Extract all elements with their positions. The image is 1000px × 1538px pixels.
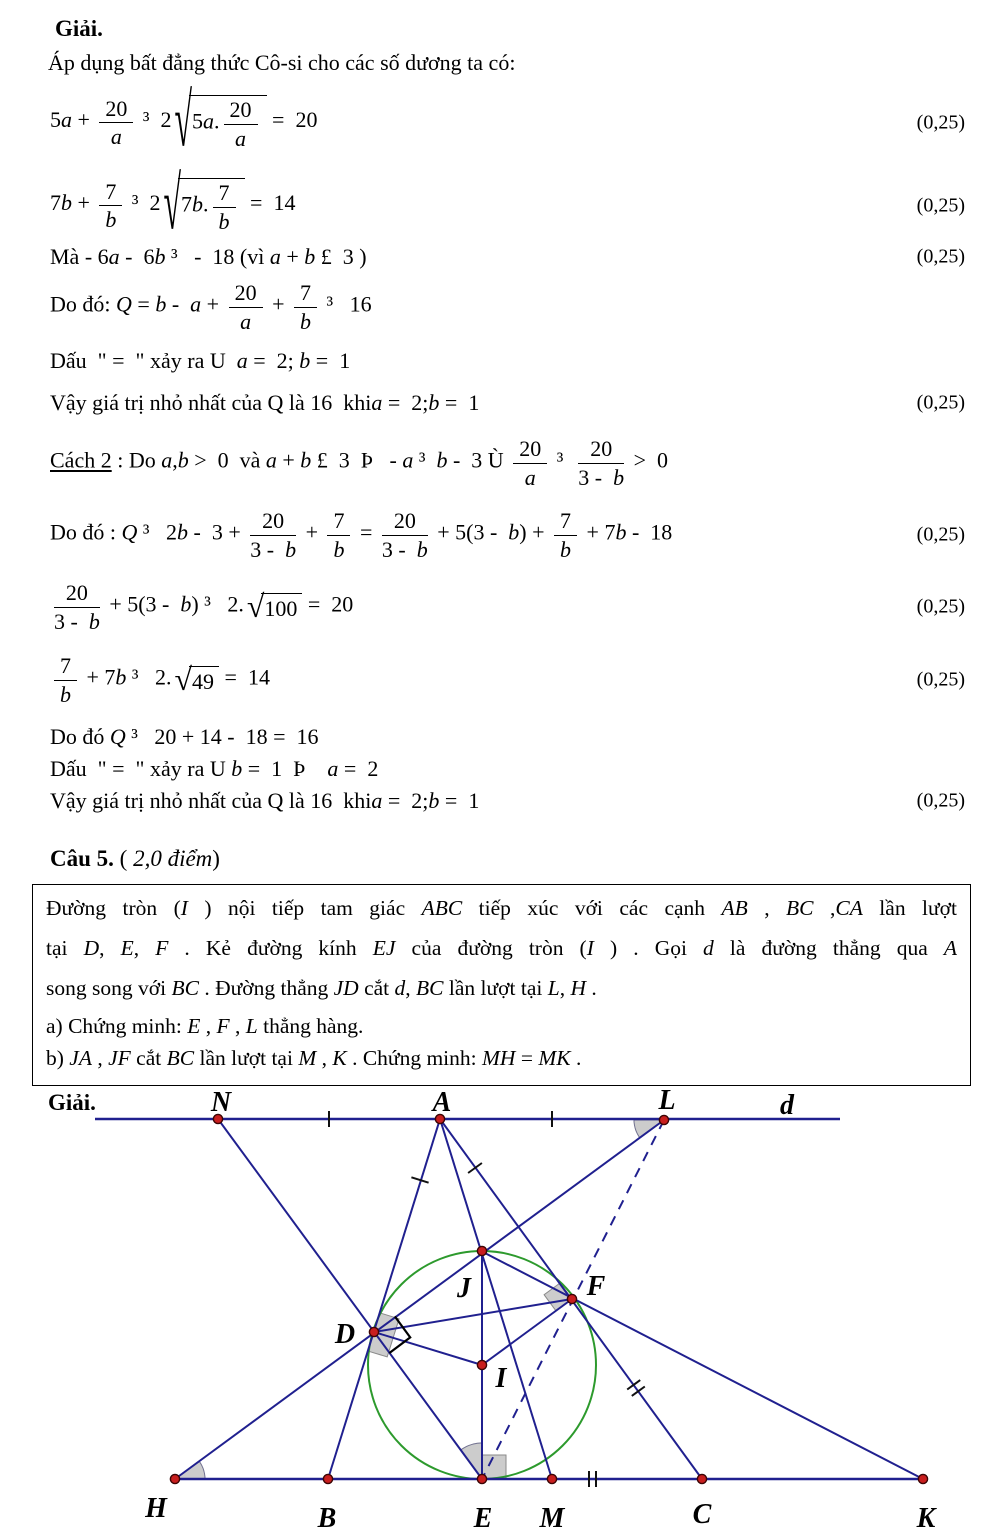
fraction: $\frac{7}{b}$ <box>294 281 317 332</box>
math-run: b <box>180 592 192 618</box>
text-run: ³ 2. <box>126 665 172 691</box>
text-run: , <box>747 896 787 920</box>
text-run: , <box>99 936 121 960</box>
text-run: Đường tròn ( <box>46 896 181 920</box>
score-mark: (0,25) <box>916 595 965 618</box>
math-run: b <box>154 244 166 270</box>
point-dot <box>323 1474 332 1483</box>
text-run: = 1 Þ <box>242 756 328 782</box>
segment <box>481 1251 923 1479</box>
point-dot <box>477 1474 486 1483</box>
point-label-d: d <box>780 1090 794 1121</box>
score-mark: (0,25) <box>916 111 965 133</box>
tick-mark <box>632 1387 645 1396</box>
text-run: ( <box>119 846 128 871</box>
math-run: 7b + <box>50 190 96 216</box>
text-run: ³ - 18 (vì <box>165 244 270 270</box>
point-label-A: A <box>432 1087 452 1118</box>
math-run: Q <box>121 520 138 546</box>
text-run: ³ 2 <box>137 107 172 133</box>
text-run: ³ 2 <box>137 520 177 546</box>
math-run: Q = b - a + <box>116 292 225 318</box>
text-run: , <box>405 976 417 1000</box>
text-run: Dấu " = " xảy ra U <box>50 756 232 782</box>
text-run: ) ³ 2. <box>191 592 244 618</box>
fraction: $\frac{20}{a}$ <box>99 97 133 148</box>
point-label-N: N <box>210 1087 232 1118</box>
math-run: b <box>428 390 440 416</box>
score-mark: (0,25) <box>916 194 965 216</box>
math-run: I <box>180 896 188 920</box>
math-run: a + b <box>269 244 316 270</box>
fraction: $\frac{7}{b}$ <box>327 509 350 560</box>
math-row <box>0 80 1000 165</box>
segment <box>218 1119 482 1479</box>
math-row-content <box>0 654 270 705</box>
text-run: > 0 và <box>188 448 266 474</box>
math-row-content <box>0 162 296 245</box>
text-run: cắt <box>358 976 395 1000</box>
math-run: E <box>187 1014 201 1038</box>
text-run: = <box>354 520 378 546</box>
math-run: 5a. <box>192 109 220 135</box>
math-run: d <box>394 976 406 1000</box>
math-row <box>0 430 1000 496</box>
point-label-K: K <box>916 1503 936 1534</box>
math-row-content <box>0 244 367 269</box>
text-run: ³ <box>413 448 437 474</box>
text-run: ) + <box>519 520 551 546</box>
math-row-content <box>0 437 668 488</box>
score-mark: (0,25) <box>916 245 965 268</box>
math-row-content <box>0 756 378 781</box>
fraction: $\frac{20}{3 - b}$ <box>250 508 297 562</box>
math-row-content <box>0 79 318 162</box>
text-run: , <box>91 1046 109 1070</box>
score-mark: (0,25) <box>916 523 965 546</box>
text-run: = 14 <box>244 190 296 216</box>
tick-mark <box>468 1163 482 1173</box>
math-row-content <box>0 348 350 373</box>
text-run: . Chứng minh: <box>346 1046 483 1070</box>
text-run: 100 <box>264 595 298 621</box>
text-run: = 2; <box>247 348 300 374</box>
point-label-F: F <box>586 1271 606 1302</box>
math-run: 7b. <box>181 192 209 218</box>
math-row <box>0 754 1000 784</box>
text-run: lần lượt <box>862 896 957 920</box>
math-run: + <box>266 292 290 318</box>
fraction: $\frac{7}{b}$ <box>213 181 236 232</box>
math-run: a + b <box>265 448 312 474</box>
math-run: K <box>332 1046 347 1070</box>
math-row-content <box>0 509 672 560</box>
text-run: ) . Gọi <box>593 936 704 960</box>
solution1-intro: Áp dụng bất đẳng thức Cô-si cho các số dương ta có: <box>48 50 516 75</box>
radical: √ 100 <box>247 591 303 623</box>
text-run: £ 3 ) <box>315 244 367 270</box>
math-run: b <box>436 448 448 474</box>
fraction: $\frac{20}{3 - b}$ <box>381 508 428 562</box>
text-run: £ 3 Þ - <box>311 448 403 474</box>
text-run: Vậy giá trị nhỏ nhất của Q là 16 khi <box>50 788 372 814</box>
problem-box-line <box>33 1045 970 1071</box>
math-run: EJ <box>372 936 396 960</box>
math-run: b <box>299 348 311 374</box>
text-run: + 5(3 - <box>431 520 509 546</box>
text-run: - 3 + <box>188 520 247 546</box>
text-run: ³ 2 <box>126 190 161 216</box>
math-row <box>0 722 1000 752</box>
math-row <box>0 276 1000 338</box>
math-run: b <box>177 520 188 546</box>
math-run: MH <box>482 1046 516 1070</box>
point-dot <box>369 1327 378 1336</box>
text-run: = 2; <box>382 788 429 814</box>
text-run: Dấu " = " xảy ra U <box>50 348 237 374</box>
point-label-H: H <box>145 1493 167 1524</box>
text-run: , <box>200 1014 217 1038</box>
text-run: 49 <box>192 668 215 694</box>
math-run: D <box>83 936 100 960</box>
math-row <box>0 163 1000 248</box>
text-run: Do đó <box>50 724 110 750</box>
text-run: b) <box>46 1046 70 1070</box>
text-run: > 0 <box>628 448 669 474</box>
text-run: . Kẻ đường kính <box>168 936 373 960</box>
text-run: Mà - 6 <box>50 244 109 270</box>
point-label-C: C <box>692 1499 712 1530</box>
problem-box-line <box>33 895 970 921</box>
text-run: = 14 <box>219 665 270 691</box>
fraction: $\frac{20}{3 - b}$ <box>54 580 100 634</box>
text-run: cắt <box>130 1046 167 1070</box>
text-run: . <box>586 976 597 1000</box>
text-run: : Do <box>111 448 162 474</box>
math-row <box>0 346 1000 376</box>
text-run: thẳng hàng. <box>257 1014 364 1038</box>
math-row <box>0 503 1000 567</box>
math-run: 5a + <box>50 107 96 133</box>
text-run: + <box>300 520 324 546</box>
math-run: b <box>231 756 243 782</box>
math-run: AB <box>721 896 748 920</box>
text-run: + 7 <box>581 520 616 546</box>
fraction: $\frac{7}{b}$ <box>99 180 122 231</box>
math-row <box>0 575 1000 639</box>
fraction: $\frac{7}{b}$ <box>54 654 77 705</box>
math-row-content <box>0 581 353 632</box>
solution2-title: Giải. <box>48 1090 96 1115</box>
math-row-content <box>0 281 372 332</box>
math-row <box>0 648 1000 712</box>
math-run: I <box>586 936 594 960</box>
math-run: M <box>298 1046 317 1070</box>
math-run: BC <box>171 976 199 1000</box>
point-label-M: M <box>539 1503 565 1534</box>
text-run: lần lượt tại <box>194 1046 299 1070</box>
radical: √ 5a. $\frac{20}{a}$ <box>175 95 267 149</box>
text-run: - 3 Ù <box>447 448 510 474</box>
text-run: ³ 16 <box>320 292 372 318</box>
text-run: a) Chứng minh: <box>46 1014 188 1038</box>
math-run: F <box>155 936 169 960</box>
problem-box-line <box>33 1013 970 1039</box>
math-run: a <box>236 348 248 374</box>
math-run: CA <box>835 896 863 920</box>
text-run: Do đó : <box>50 520 122 546</box>
text-run: ) nội tiếp tam giác <box>187 896 422 920</box>
math-run: F <box>216 1014 230 1038</box>
math-run: L <box>547 976 560 1000</box>
text-run: = 20 <box>266 107 318 133</box>
text-run: = 20 <box>302 592 354 618</box>
text-run: = 2; <box>382 390 429 416</box>
score-mark: (0,25) <box>916 391 965 414</box>
point-dot <box>567 1294 576 1303</box>
text-run: Vậy giá trị nhỏ nhất của Q là 16 khi <box>50 390 372 416</box>
text-run: + 5(3 - <box>103 592 181 618</box>
text-run: ) <box>212 846 220 871</box>
point-dot <box>477 1246 486 1255</box>
text-run: , <box>316 1046 333 1070</box>
text-run: tiếp xúc với các cạnh <box>462 896 722 920</box>
text-run: Do đó: <box>50 292 116 318</box>
text-run: + 7 <box>81 665 116 691</box>
radical: √ 49 <box>175 664 220 696</box>
text-run: = 1 <box>439 788 480 814</box>
segment <box>482 1299 572 1365</box>
math-row-content <box>0 390 479 415</box>
text-run: , <box>813 896 836 920</box>
text-run: . <box>570 1046 582 1070</box>
fraction: $\frac{20}{a}$ <box>513 437 547 488</box>
fraction: $\frac{20}{a}$ <box>224 98 258 149</box>
point-dot <box>547 1474 556 1483</box>
point-dot <box>659 1115 668 1124</box>
score-mark: (0,25) <box>916 668 965 691</box>
text-run: , <box>133 936 156 960</box>
point-dot <box>477 1360 486 1369</box>
cau5-heading <box>50 846 220 872</box>
fraction: $\frac{20}{3 - b}$ <box>578 436 625 490</box>
math-run: BC <box>166 1046 195 1070</box>
text-run: - 18 <box>626 520 673 546</box>
text-run: là đường thẳng qua <box>713 936 944 960</box>
point-label-D: D <box>334 1319 356 1350</box>
point-dot <box>170 1474 179 1483</box>
math-run: BC <box>416 976 444 1000</box>
text-run: lần lượt tại <box>443 976 548 1000</box>
point-dot <box>918 1474 927 1483</box>
fraction: $\frac{20}{a}$ <box>229 281 263 332</box>
math-run: JF <box>108 1046 131 1070</box>
text-run: = 1 <box>310 348 351 374</box>
geometry-figure <box>0 1085 1000 1538</box>
math-run: a,b <box>161 448 189 474</box>
math-run: ABC <box>421 896 463 920</box>
math-run: A <box>943 936 957 960</box>
math-row-content <box>0 724 319 749</box>
score-mark: (0,25) <box>916 789 965 812</box>
text-run: . Đường thẳng <box>198 976 334 1000</box>
text-run: ³ <box>551 448 575 474</box>
point-label-I: I <box>495 1363 507 1394</box>
math-run: a <box>371 390 383 416</box>
math-run: H <box>570 976 586 1000</box>
text-run: Cách 2 <box>50 448 112 474</box>
text-run: = <box>515 1046 539 1070</box>
math-run: Q <box>109 724 126 750</box>
tick-mark <box>627 1380 640 1389</box>
math-run: BC <box>786 896 814 920</box>
text-run: tại <box>46 936 84 960</box>
math-run: d <box>703 936 714 960</box>
problem-box-line <box>33 935 970 961</box>
text-run: Câu 5. <box>50 846 120 871</box>
math-run: a <box>371 788 383 814</box>
math-run: b <box>115 665 127 691</box>
point-dot <box>697 1474 706 1483</box>
math-run: MK <box>538 1046 571 1070</box>
text-run: , <box>559 976 571 1000</box>
math-row <box>0 786 1000 816</box>
math-run: JA <box>69 1046 92 1070</box>
text-run: , <box>229 1014 246 1038</box>
text-run: ³ 20 + 14 - 18 = 16 <box>125 724 319 750</box>
text-run: = 2 <box>338 756 379 782</box>
text-run: 2,0 điểm <box>127 846 213 871</box>
point-label-J: J <box>457 1273 471 1304</box>
radical: √ 7b. $\frac{7}{b}$ <box>164 178 245 232</box>
point-label-E: E <box>473 1503 493 1534</box>
math-row <box>0 388 1000 418</box>
problem-box-line <box>33 975 970 1001</box>
math-run: a <box>327 756 339 782</box>
math-run: L <box>245 1014 258 1038</box>
fraction: $\frac{7}{b}$ <box>554 509 577 560</box>
text-run: - 6 <box>119 244 155 270</box>
math-run: b <box>615 520 627 546</box>
solution1-title: Giải. <box>55 16 103 41</box>
math-run: a <box>402 448 414 474</box>
text-run: của đường tròn ( <box>395 936 587 960</box>
problem-box <box>32 884 971 1086</box>
math-run: JD <box>333 976 359 1000</box>
text-run: = 1 <box>439 390 480 416</box>
text-run: song song với <box>46 976 172 1000</box>
math-run: a <box>108 244 120 270</box>
point-label-B: B <box>317 1503 337 1534</box>
math-run: b <box>508 520 520 546</box>
math-row <box>0 242 1000 272</box>
math-run: b <box>428 788 440 814</box>
math-run: E <box>120 936 134 960</box>
point-label-L: L <box>658 1085 676 1116</box>
math-row-content <box>0 788 479 813</box>
